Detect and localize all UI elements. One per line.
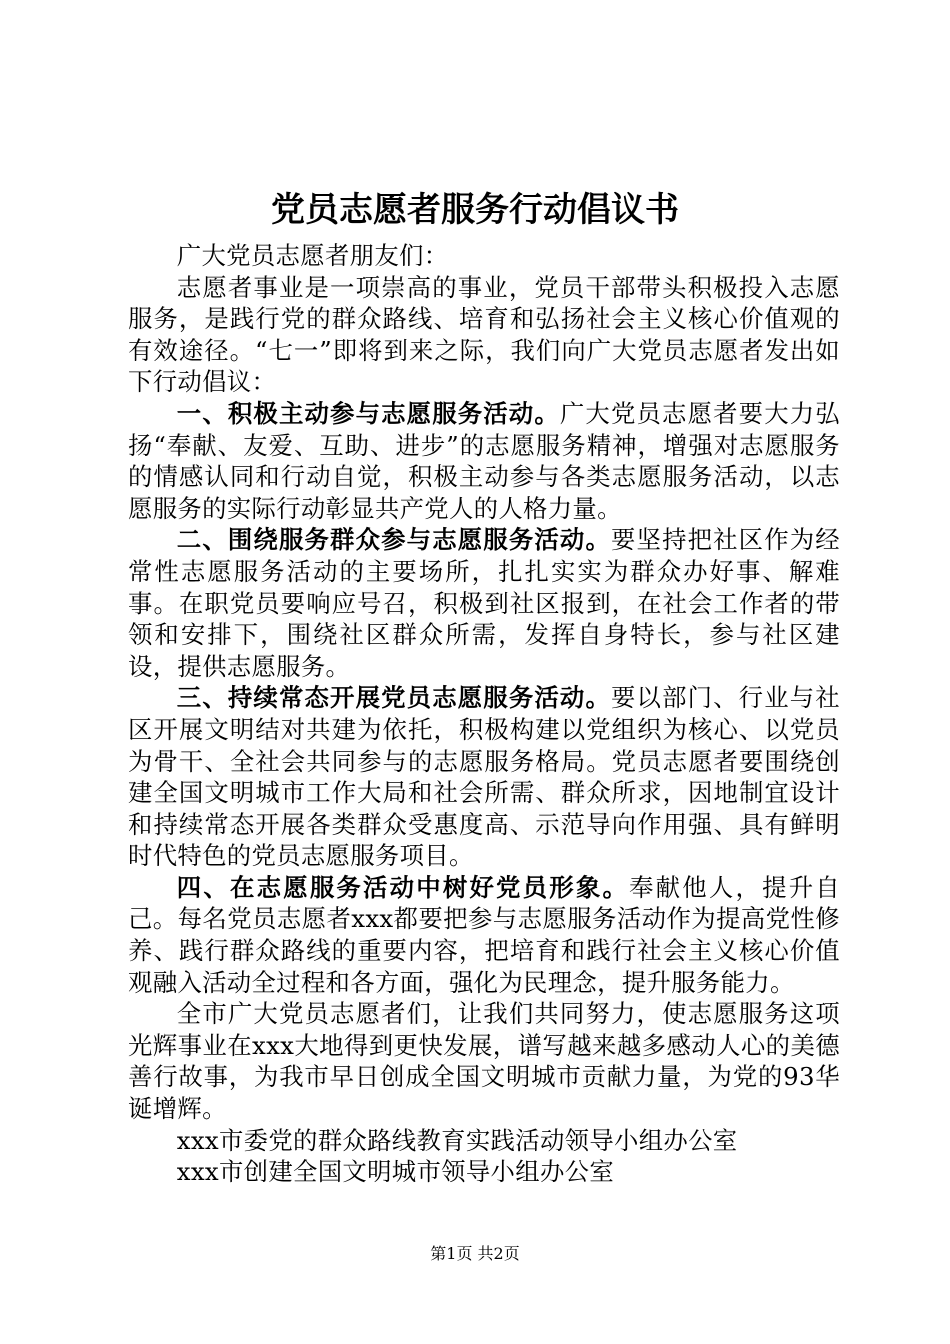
- section-heading: 四、在志愿服务活动中树好党员形象。: [176, 872, 630, 902]
- section-paragraph: [128, 398, 840, 524]
- intro-paragraph: 志愿者事业是一项崇高的事业，党员干部带头积极投入志愿服务，是践行党的群众路线、培育和弘扬社会主义核心价值观的有效途径。“七一”即将到来之际，我们向广大党员志愿者发出如下行动倡议：: [128, 272, 840, 397]
- section-text: 要以部门、行业与社区开展文明结对共建为依托，积极构建以党组织为核心、以党员为骨干、全社会共同参与的志愿服务格局。党员志愿者要围绕创建全国文明城市工作大局和社会所需、群众所求，因地制宜设计和持续常态开展各类群众受惠度高、示范导向作用强、具有鲜明时代特色的党员志愿服务项目。: [128, 683, 840, 871]
- section-heading: 一、积极主动参与志愿服务活动。: [176, 398, 560, 428]
- section-text: 要坚持把社区作为经常性志愿服务活动的主要场所，扎扎实实为群众办好事、解难事。在职党员要响应号召，积极到社区报到，在社会工作者的带领和安排下，围绕社区群众所需，发挥自身特长，参与社区建设，提供志愿服务。: [128, 525, 840, 681]
- signature-line: xxx市委党的群众路线教育实践活动领导小组办公室: [176, 1125, 738, 1155]
- section-heading: 三、持续常态开展党员志愿服务活动。: [176, 683, 611, 713]
- document-title: 党员志愿者服务行动倡议书: [271, 190, 679, 230]
- page-number-footer: 第1页 共2页: [430, 1244, 520, 1263]
- closing-paragraph: 全市广大党员志愿者们，让我们共同努力，使志愿服务这项光辉事业在xxx大地得到更快发展，谱写越来越多感动人心的美德善行故事，为我市早日创成全国文明城市贡献力量，为党的93华诞增辉。: [128, 999, 840, 1124]
- section-paragraph: [128, 524, 840, 682]
- section-paragraph: [128, 682, 840, 872]
- document-body: [128, 240, 840, 1188]
- signature-line: xxx市创建全国文明城市领导小组办公室: [176, 1157, 615, 1187]
- section-text: 奉献他人，提升自己。每名党员志愿者xxx都要把参与志愿服务活动作为提高党性修养、践行群众路线的重要内容，把培育和践行社会主义核心价值观融入活动全过程和各方面，强化为民理念，提升服务能力。: [128, 872, 840, 997]
- section-text: 广大党员志愿者要大力弘扬“奉献、友爱、互助、进步”的志愿服务精神，增强对志愿服务的情感认同和行动自觉，积极主动参与各类志愿服务活动，以志愿服务的实际行动彰显共产党人的人格力量。: [128, 398, 840, 523]
- section-heading: 二、围绕服务群众参与志愿服务活动。: [176, 525, 611, 555]
- section-paragraph: [128, 872, 840, 998]
- salutation: 广大党员志愿者朋友们：: [176, 241, 449, 270]
